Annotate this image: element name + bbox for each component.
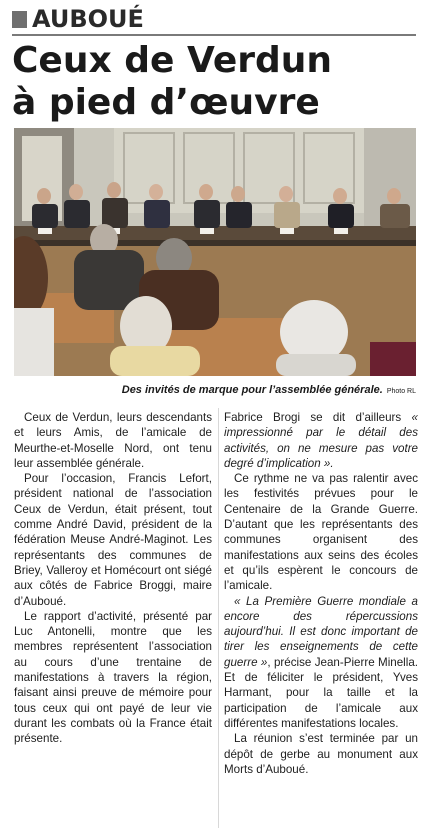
article-paragraph-4 (224, 410, 418, 471)
section-header (12, 4, 416, 36)
column-divider (218, 408, 219, 828)
paragraph-6-text: , précise Jean-Pierre Minella. Et de féliciter le président, Yves Harmant, pour la taille et la participation de l’amicale aux différentes manifestations locales. (224, 655, 418, 730)
article-headline (12, 40, 422, 124)
article-paragraph-1: Ceux de Verdun, leurs descendants et leurs Amis, de l’amicale de Meurthe-et-Moselle Nord, ont tenu leur assemblée générale. (14, 411, 212, 470)
article-column-left (14, 410, 212, 747)
section-marker-square (12, 11, 27, 28)
article-photo (14, 128, 416, 376)
photo-credit: Photo RL (386, 388, 416, 395)
section-town-name: AUBOUÉ (32, 5, 144, 33)
photo-caption-text: Des invités de marque pour l’assemblée générale. (121, 384, 383, 396)
article-paragraph-5: Ce rythme ne va pas ralentir avec les festivités prévues pour le Centenaire de la Grande Guerre. D’autant que les représentants des communes organisent des manifestations aux seins des écoles et qu’ils espèrent le concours de l’amicale. (224, 472, 418, 593)
headline-line-1: Ceux de Verdun (12, 40, 333, 81)
paragraph-6-quote: « La Première Guerre mondiale a encore des répercussions aujourd’hui. Il est donc important de tirer les enseignements de cette guerre » (224, 594, 418, 669)
meeting-photo-illustration (14, 128, 416, 376)
article-paragraph-7: La réunion s’est terminée par un dépôt de gerbe au monument aux Morts d’Auboué. (224, 732, 418, 776)
article-paragraph-3: Le rapport d’activité, présenté par Luc Antonelli, montre que les membres représentent l’association au cours d’une trentaine de manifestations à travers la région, faisant ainsi preuve de mémoire pour tous ceux qui ont payé de leur vie durant les combats où la France était présente. (14, 609, 212, 746)
headline-line-2: à pied d’œuvre (12, 82, 320, 123)
article-paragraph-6 (224, 594, 418, 732)
article-column-right (224, 410, 418, 777)
paragraph-4-text: Fabrice Brogi se dit d’ailleurs (224, 411, 402, 424)
photo-caption (14, 384, 416, 396)
article-paragraph-2: Pour l’occasion, Francis Lefort, président national de l’association Ceux de Verdun, était présent, tout comme André David, président de la fédération Meuse André-Maginot. Les représentants des communes de Briey, Valleroy et Homécourt ont siégé aux côtés de Fabrice Broggi, maire d’Auboué. (14, 472, 212, 608)
paragraph-4-quote: « impressionné par le détail des activités, on ne mesure pas votre degré d’implication ». (224, 411, 418, 470)
